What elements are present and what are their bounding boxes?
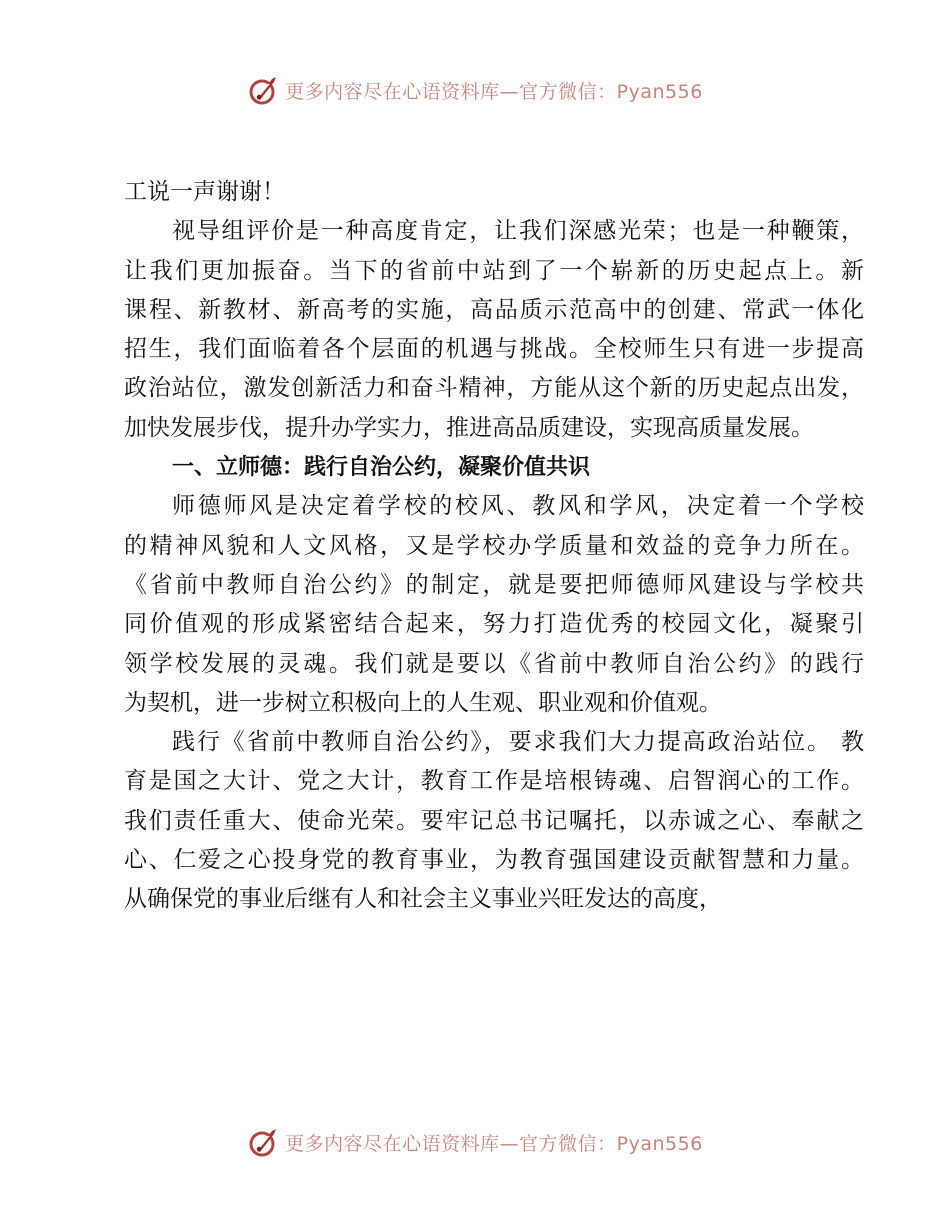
paragraph-line: 育是国之大计、党之大计，教育工作是培根铸魂、启智润心的工作。 bbox=[124, 768, 864, 795]
paragraph-line: 《省前中教师自治公约》的制定，就是要把师德师风建设与学校共 bbox=[124, 571, 864, 598]
paragraph-line: 课程、新教材、新高考的实施，高品质示范高中的创建、常武一体化 bbox=[124, 296, 864, 323]
paragraph-line: 践行《省前中教师自治公约》，要求我们大力提高政治站位。 教 bbox=[172, 729, 864, 756]
paragraph-line: 我们责任重大、使命光荣。要牢记总书记嘱托，以赤诚之心、奉献之 bbox=[124, 807, 864, 834]
header-watermark bbox=[0, 70, 950, 110]
paragraph-line: 为契机，进一步树立积极向上的人生观、职业观和价值观。 bbox=[124, 689, 722, 716]
watermark-text: 更多内容尽在心语资料库—官方微信：Pyan556 bbox=[285, 80, 703, 103]
paragraph-line: 的精神风貌和人文风格，又是学校办学质量和效益的竞争力所在。 bbox=[124, 532, 864, 559]
footer-watermark bbox=[0, 1122, 950, 1162]
paragraph-line: 同价值观的形成紧密结合起来，努力打造优秀的校园文化，凝聚引 bbox=[124, 611, 864, 638]
paragraph-line: 工说一声谢谢！ bbox=[124, 179, 285, 205]
paragraph-line: 师德师风是决定着学校的校风、教风和学风，决定着一个学校 bbox=[172, 493, 864, 520]
watermark-text: 更多内容尽在心语资料库—官方微信：Pyan556 bbox=[285, 1132, 703, 1155]
paragraph-line: 加快发展步伐，提升办学实力，推进高品质建设，实现高质量发展。 bbox=[124, 414, 814, 441]
quill-pen-logo-icon bbox=[247, 1125, 281, 1159]
quill-pen-logo-icon bbox=[247, 73, 281, 107]
paragraph-line: 让我们更加振奋。当下的省前中站到了一个崭新的历史起点上。新 bbox=[124, 257, 864, 284]
paragraph-line: 招生，我们面临着各个层面的机遇与挑战。全校师生只有进一步提高 bbox=[124, 336, 864, 363]
paragraph-line: 心、仁爱之心投身党的教育事业，为教育强国建设贡献智慧和力量。 bbox=[124, 847, 864, 874]
paragraph-line: 政治站位，激发创新活力和奋斗精神，方能从这个新的历史起点出发， bbox=[124, 375, 864, 402]
document-body bbox=[124, 173, 864, 920]
section-heading: 一、立师德：践行自治公约，凝聚价值共识 bbox=[172, 455, 591, 481]
paragraph-line: 从确保党的事业后继有人和社会主义事业兴旺发达的高度， bbox=[124, 886, 722, 913]
paragraph-line: 视导组评价是一种高度肯定，让我们深感光荣；也是一种鞭策， bbox=[172, 218, 864, 245]
paragraph-line: 领学校发展的灵魂。我们就是要以《省前中教师自治公约》的践行 bbox=[124, 650, 864, 677]
